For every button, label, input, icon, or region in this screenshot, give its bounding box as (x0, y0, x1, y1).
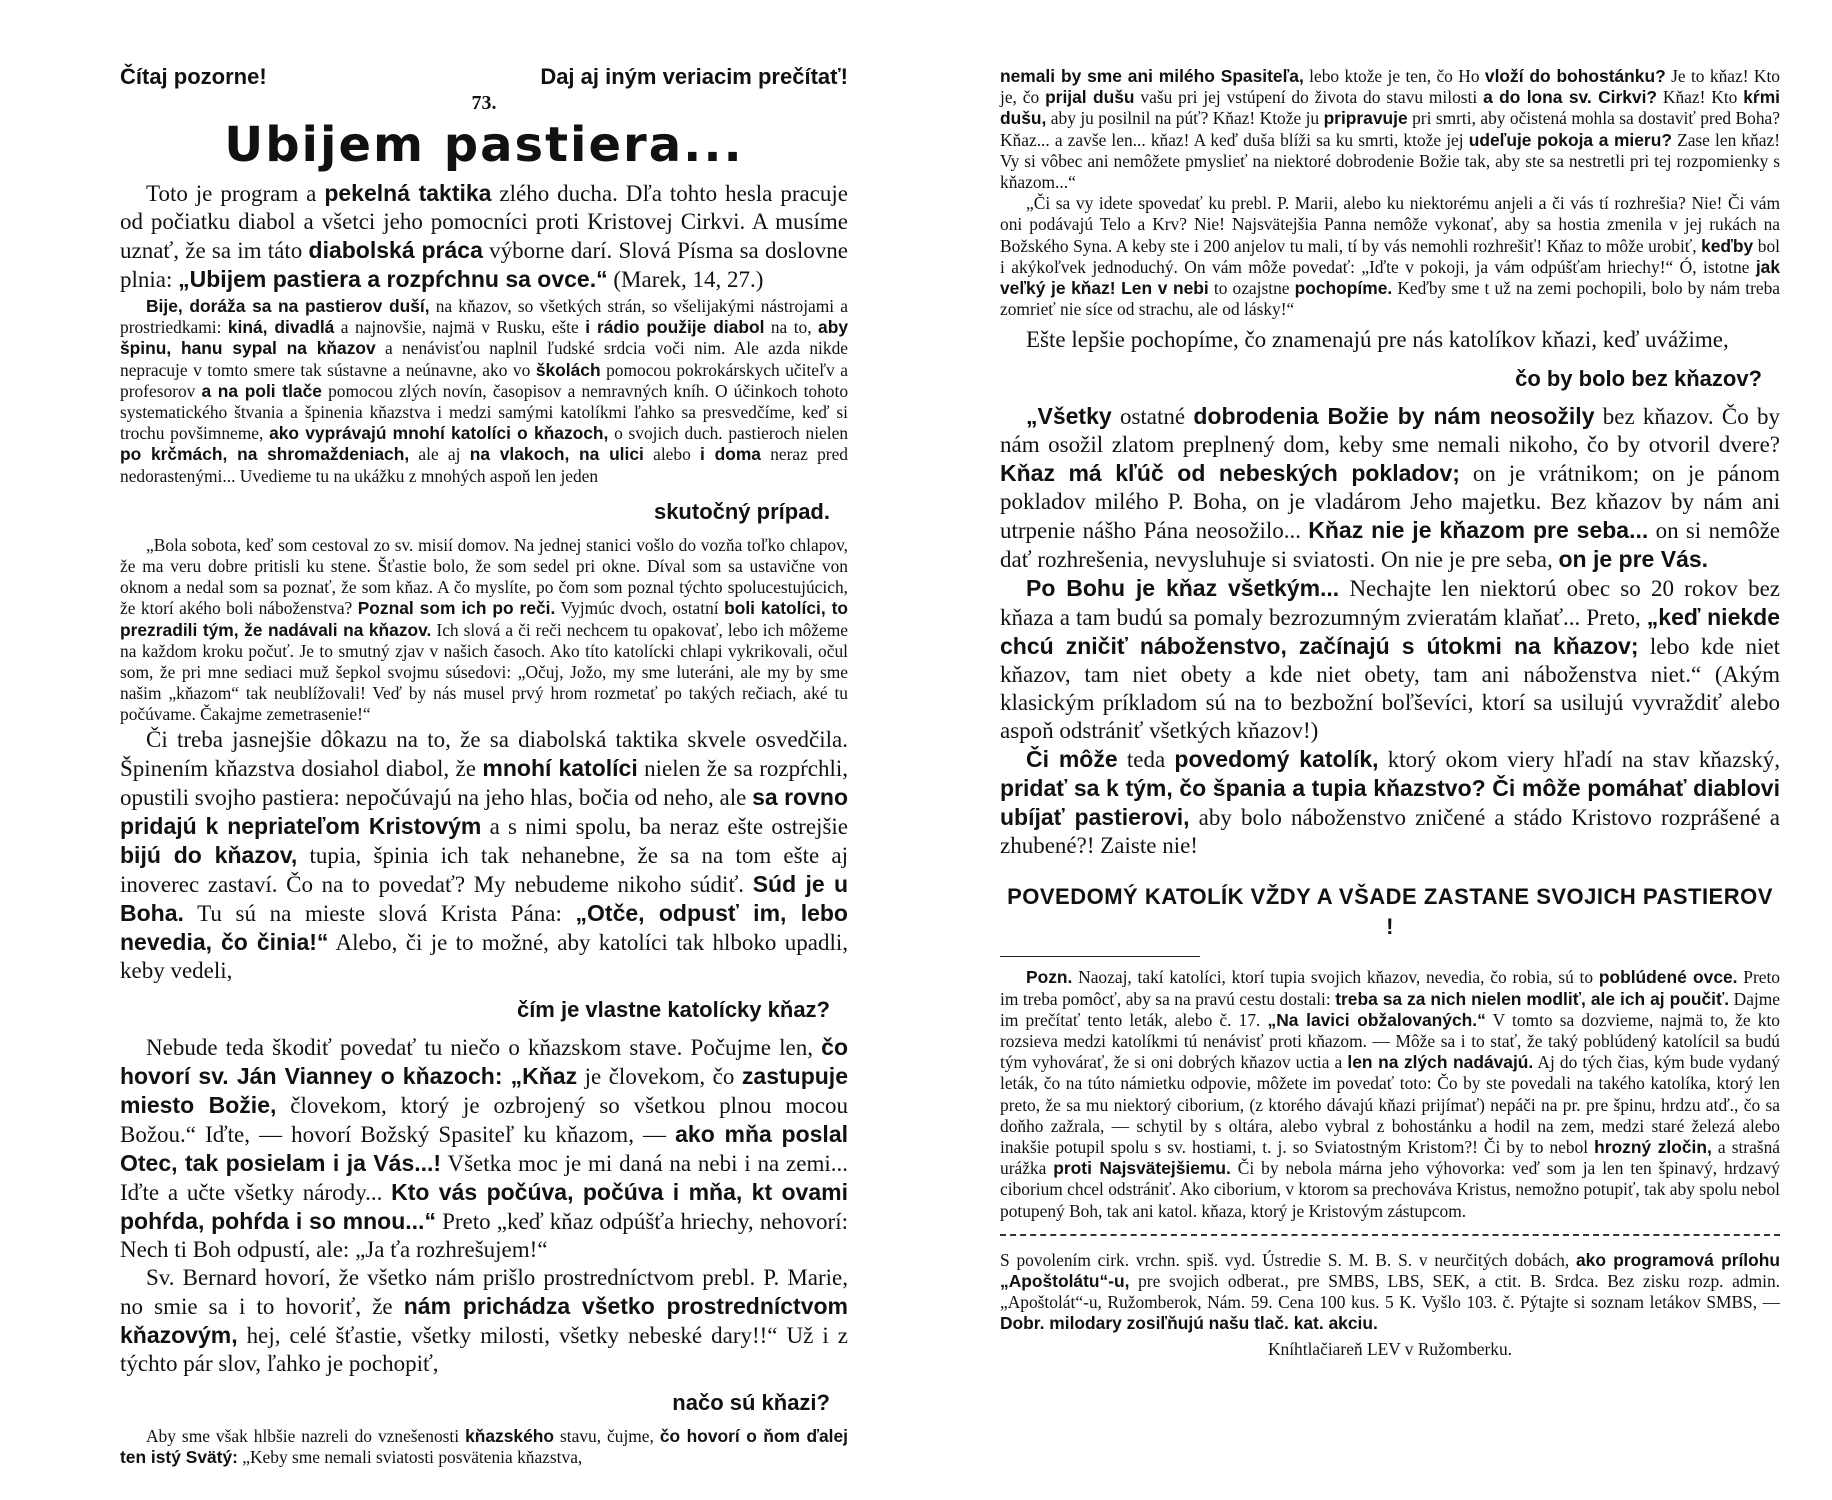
imprint-divider (1000, 1234, 1780, 1236)
header-share: Daj aj iným veriacim prečítať! (540, 64, 848, 89)
left-column (120, 64, 848, 1468)
paragraph-benefits: „Všetky ostatné dobrodenia Božie by nám neosožily bez kňazov. Čo by nám osožil zlatom preplnený dom, keby sme nemali nikoho, čo by otvoril dvere? Kňaz má kľúč od nebeských pokladov; on je vrátnikom; on je pánom pokladov milého P. Boha, on je vladárom Jeho majetku. Bez kňazov by nám ani utrpenie nášho Pána neosožilo... Kňaz nie je kňazom pre seba... on si nemôže dať rozhrešenia, nevysluhuje si sviatosti. On nie je pre seba, on je pre Vás. (1000, 403, 1780, 573)
paragraph-vianney: Nebude teda škodiť povedať tu niečo o kňazskom stave. Počujme len, čo hovorí sv. Ján Vianney o kňazoch: „Kňaz je človekom, čo zastupuje miesto Božie, človekom, ktorý je ozbrojený so všetkou plnou mocou Božou.“ Iďte, — hovorí Božský Spasiteľ ku kňazom, — ako mňa poslal Otec, tak posielam i ja Vás...! Všetka moc je mi daná na nebi i na zemi... Iďte a učte všetky národy... Kto vás počúva, počúva i mňa, kt ovami pohŕda, pohŕda i so mnou...“ Preto „keď kňaz odpúšťa hriechy, nehovorí: Nech ti Boh odpustí, ale: „Ja ťa rozhrešujem!“ (120, 1033, 848, 1262)
paragraph-attacks: Bije, doráža sa na pastierov duší, na kňazov, so všetkých strán, so všelijakými nástrojami a prostriedkami: kiná, divadlá a najnovšie, najmä v Rusku, ešte i rádio použije diabol na to, aby špinu, hanu sypal na kňazov a nenávisťou naplnil ľudské srdcia voči nim. Ale azda nikde nepracuje v tomto smere tak sústavne a neúnavne, ako vo školách pomocou pokrokárskych učiteľv a profesorov a na poli tlače pomocou zlých novín, časopisov a nemravných kníh. O účinkoch tohoto systematického štvania a špinenia kňazstva i medzi samými katolíkmi ľahko sa presvedčíme, keď si trochu povšimneme, ako vyprávajú mnohí katolíci o kňazoch, o svojich duch. pastieroch nielen po krčmách, na shromaždeniach, ale aj na vlakoch, na ulici alebo i doma neraz pred nedorastenými... Uvedieme tu na ukážku z mnohých aspoň len jeden (120, 296, 849, 486)
paragraph-train-story: „Bola sobota, keď som cestoval zo sv. misií domov. Na jednej stanici vošlo do vozňa toľko chlapov, že ma veru dobre pritisli ku stene. Šťastie bolo, že som sedel pri okne. Díval som sa ustavične von oknom a nedal som sa poznať, že som kňaz. A čo myslíte, po čom som poznal týchto spolucestujúcich, že ktorí akého boli náboženstva? Poznal som ich po reči. Vyjmúc dvoch, ostatní boli katolíci, to prezradili tým, že nadávali na kňazov. Ich slová a či reči nechcem tu opakovať, lebo ich môžeme na každom kroku počuť. Je to smutný zjav v našich časoch. Ako títo katolícki chlapi vykrikovali, očul som, že pri mne sediaci muž šepkol svojmu súsedovi: „Očuj, Jožo, my sme luteráni, ale my by sme našim „kňazom“ tak neublížovali! Veď by nás musel prvý hrom rozmetať po takých rečiach, aké tu počúvame. Čakajme zemetrasenie!“ (120, 534, 848, 725)
subheading-what-is-priest: čím je vlastne katolícky kňaz? (516, 996, 830, 1022)
note-divider (1000, 956, 1200, 957)
subheading-without-priests: čo by bolo bez kňazov? (1515, 366, 1762, 392)
page-title: Ubijem pastiera... (224, 117, 744, 173)
paragraph-better-understand: Ešte lepšie pochopíme, čo znamenajú pre nás katolíkov kňazi, keď uvážime, (1026, 327, 1729, 353)
leaflet-header (120, 64, 848, 92)
right-column (1000, 66, 1780, 1360)
right-page (916, 0, 1832, 1500)
paragraph-confession: „Či sa vy idete spovedať ku prebl. P. Marii, alebo ku niektorému anjeli a či vás tí rozhrešia? Nie! Či vám oni podávajú Telo a Krv? Nie! Najsvätejšia Panna nemôže vykonať, aby sa hostia zmenila v jej rukách na Božského Syna. A keby ste i 200 anjelov tu mali, tí by vás nemohli rozhrešiť! Kňaz to môže urobiť, keďby bol i akýkoľvek jednoduchý. On vám môže povedať: „Iďte v pokoji, ja vám odpúšťam hriechy!“ Ó, istotne jak veľký je kňaz! Len v nebi to ozajstne pochopíme. Keďby sme t už na zemi pochopili, bolo by nám treba zomrieť nie síce od strachu, ale od lásky!“ (1000, 193, 1781, 320)
printer-line: Kníhtlačiareň LEV v Ružomberku. (1267, 1338, 1513, 1359)
paragraph-savior: nemali by sme ani milého Spasiteľa, lebo ktože je ten, čo Ho vloží do bohostánku? Je to kňaz! Kto je, čo prijal dušu vašu pri jej vstúpení do života do stavu milosti a do lona sv. Cirkvi? Kňaz! Kto kŕmi dušu, aby ju posilnil na púť? Kňaz! Ktože ju pripravuje pri smrti, aby očistená mohla sa dostaviť pred Boha? Kňaz... a zavše len... kňaz! A keď duša blíži sa ku smrti, ktože jej udeľuje pokoja a mieru? Zase len kňaz! Vy si vôbec ani nemôžete pmyslieť na niektoré dobrodenie Božie tak, aby ste sa nestretli pri tej rozpomienky s kňazom...“ (1000, 66, 1780, 193)
subheading-real-case: skutočný prípad. (653, 498, 830, 524)
footnote: Pozn. Naozaj, takí katolíci, ktorí tupia svojich kňazov, nevedia, čo robia, sú to poblúdené ovce. Preto im treba pomôcť, aby sa na pravú cestu dostali: treba sa za nich nielen modliť, ale ich aj poučiť. Dajme im prečítať tento leták, alebo č. 17. „Na lavici obžalovaných.“ V tomto sa dozvieme, najmä to, že kto rozsieva medzi katolíkmi tú nenávisť proti kňazom. — Môže sa i to stať, že taký poblúdený katolícil sa budú tým vyhovárať, že si oni dobrých kňazov uctia a len na zlých nadávajú. Aj do tých čias, kým bude vydaný leták, čo na túto námietku odpovie, môžete im povedať toto: Čo by ste povedali na takého katolíka, ktorý len preto, že sa mu niektorý ciborium, (z ktorého dávajú kňazi prijímať) nepáči na pr. pre špinu, hrdzu atď., čo sa doňho zažrala, — schytil by s oltára, alebo vybral z bohostánku a hodil na zem, medzi staré železá alebo inakšie potupil spolu s sv. hostiami, t. j. so Sviatostným Kristom?! Či by to nebol hrozný zločin, a strašná urážka proti Najsvätejšiemu. Či by nebola márna jeho výhovorka: veď som ja len ten špinavý, hrdzavý ciborium chcel odstrániť. Ako ciborium, v ktorom sa prechovávа Kristus, nemožno potupiť, tak aby spolu nebol potupený Boh, tak ani katol. kňaza, ktorý je Kristovým zástupcom. (1000, 967, 1781, 1221)
leaflet-number: 73. (471, 92, 497, 114)
paragraph-after-god: Po Bohu je kňaz všetkým... Nechajte len niektorú obec so 20 rokov bez kňaza a tam budú sa pomaly bezrozumným zvieratám klaňať... Preto, „keď niekde chcú zničiť náboženstvo, začínajú s útokmi na kňazov; lebo kde niet kňazov, tam niet obety a kde niet obety, tam ani náboženstva niet.“ (Akým klasickým príkladom sú na to bezbožní boľševíci, ktorí sa usilujú vyvraždiť alebo aspoň odstrániť všetkých kňazov!) (1000, 575, 1781, 744)
paragraph-intro: Toto je program a pekelná taktika zlého ducha. Dľa tohto hesla pracuje od počiatku diabol a všetci jeho pomocníci proti Kristovej Cirkvi. A musíme uznať, že sa im táto diabolská práca výborne darí. Slová Písma sa doslovne plnia: „Ubijem pastiera a rozpŕchnu sa ovce.“ (Marek, 14, 27.) (120, 180, 849, 292)
closing-heading: POVEDOMÝ KATOLÍK VŽDY A VŠADE ZASTANE SVOJICH PASTIEROV ! (1007, 884, 1773, 940)
paragraph-can-catholic: Či môže teda povedomý katolík, ktorý okom viery hľadí na stav kňazský, pridať sa k tým, čo špania a tupia kňazstvo? Či môže pomáhať diablovi ubíjať pastierovi, aby bolo náboženstvo zničené a stádo Kristovo rozprášené a zhubené?! Zaiste nie! (1000, 746, 1781, 859)
paragraph-continue: Aby sme však hlbšie nazreli do vznešenosti kňazského stavu, čujme, čo hovorí o ňom ďalej ten istý Svätý: „Keby sme nemali sviatosti posvätenia kňazstva, (120, 1425, 848, 1467)
paragraph-bernard: Sv. Bernard hovorí, že všetko nám prišlo prostredníctvom prebl. P. Marie, no smie sa i to hovoriť, že nám prichádza všetko prostredníctvom kňazovým, hej, celé šťastie, všetky milosti, všetky nebeské dary!!“ Už i z týchto pár slov, ľahko je pochopiť, (120, 1264, 848, 1376)
paragraph-tactic: Či treba jasnejšie dôkazu na to, že sa diabolská taktika skvele osvedčila. Špinením kňazstva dosiahol diabol, že mnohí katolíci nielen že sa rozpŕchli, opustili svojho pastiera: nepočúvajú na jeho hlas, bočia od neho, ale sa rovno pridajú k nepriateľom Kristovým a s nimi spolu, ba neraz ešte ostrejšie bijú do kňazov, tupia, špinia ich tak nehanebne, že sa na tom ešte aj inoverec zastaví. Čo na to povedať? My nebudeme nikoho súdiť. Súd je u Boha. Tu sú na mieste slová Krista Pána: „Otče, odpusť im, lebo nevedia, čo činia!“ Alebo, či je to možné, aby katolíci tak hlboko upadli, keby vedeli, (120, 726, 849, 983)
header-read-carefully: Čítaj pozorne! (120, 64, 267, 89)
imprint: S povolením cirk. vrchn. spiš. vyd. Ústredie S. M. B. S. v neurčitých dobách, ako programová prílohu „Apoštolátu“-u, pre svojich odberat., pre SMBS, LBS, SEK, a ctit. B. Srdca. Bez zisku rozp. admin. „Apoštolát“-u, Ružomberok, Nám. 59. Cena 100 kus. 5 K. Vyšlo 103. č. Pýtajte si soznam letákov SMBS, — Dobr. milodary zosiľňujú našu tlač. kat. akciu. (1000, 1249, 1780, 1334)
subheading-why-priests: načo sú kňazi? (672, 1389, 830, 1415)
